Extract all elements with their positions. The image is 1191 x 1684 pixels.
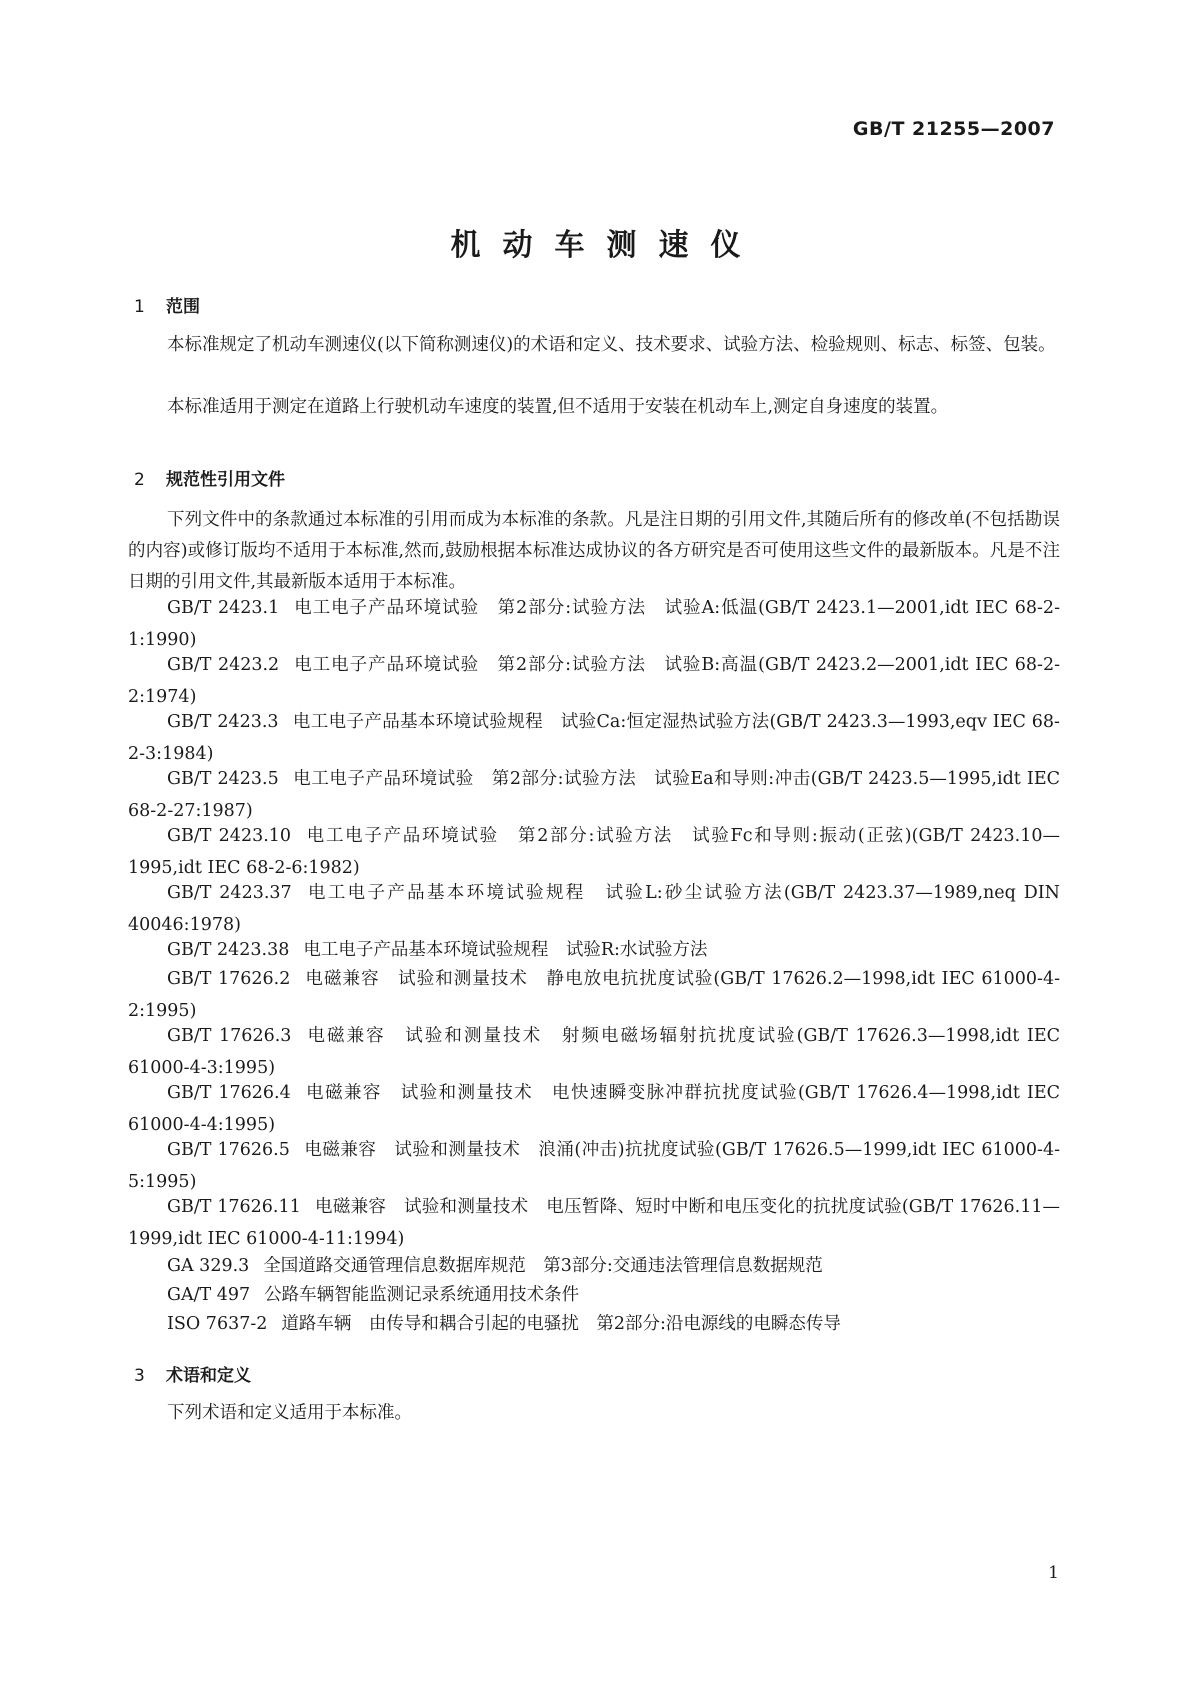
reference-entry bbox=[128, 1191, 1060, 1255]
reference-entry bbox=[128, 1250, 1060, 1282]
reference-code: GB/T 17626.4 bbox=[167, 1083, 291, 1103]
reference-code: GB/T 17626.3 bbox=[167, 1026, 292, 1046]
reference-code: GB/T 2423.37 bbox=[167, 883, 292, 903]
reference-entry bbox=[128, 820, 1060, 884]
reference-entry bbox=[128, 649, 1060, 713]
reference-text: 电磁兼容 试验和测量技术 射频电磁场辐射抗扰度试验(GB/T 17626.3—1998,idt IEC 61000-4-3:1995) bbox=[128, 1026, 1060, 1078]
reference-code: GB/T 17626.5 bbox=[167, 1140, 290, 1160]
reference-text: 电工电子产品基本环境试验规程 试验Ca:恒定湿热试验方法(GB/T 2423.3—1993,eqv IEC 68-2-3:1984) bbox=[128, 712, 1060, 764]
section-number: 2 bbox=[134, 470, 145, 490]
reference-text: 电磁兼容 试验和测量技术 浪涌(冲击)抗扰度试验(GB/T 17626.5—1999,idt IEC 61000-4-5:1995) bbox=[128, 1140, 1060, 1192]
reference-entry bbox=[128, 1308, 1060, 1340]
reference-text: 电工电子产品基本环境试验规程 试验R:水试验方法 bbox=[303, 940, 708, 960]
reference-text: 公路车辆智能监测记录系统通用技术条件 bbox=[264, 1285, 580, 1305]
reference-entry bbox=[128, 934, 1060, 966]
reference-text: 电工电子产品环境试验 第2部分:试验方法 试验Ea和导则:冲击(GB/T 2423.5—1995,idt IEC 68-2-27:1987) bbox=[128, 769, 1060, 821]
reference-text: 电磁兼容 试验和测量技术 静电放电抗扰度试验(GB/T 17626.2—1998,idt IEC 61000-4-2:1995) bbox=[128, 969, 1060, 1021]
page-number: 1 bbox=[1048, 1563, 1059, 1583]
reference-entry bbox=[128, 1020, 1060, 1084]
reference-code: GB/T 2423.2 bbox=[167, 655, 280, 675]
reference-code: GA/T 497 bbox=[167, 1285, 251, 1305]
reference-text: 电磁兼容 试验和测量技术 电压暂降、短时中断和电压变化的抗扰度试验(GB/T 17626.11—1999,idt IEC 61000-4-11:1994) bbox=[128, 1197, 1060, 1249]
reference-entry bbox=[128, 592, 1060, 656]
section-3-heading bbox=[134, 1361, 251, 1386]
reference-code: GB/T 2423.10 bbox=[167, 826, 292, 846]
section-3-intro: 下列术语和定义适用于本标准。 bbox=[167, 1403, 412, 1423]
section-number: 1 bbox=[134, 297, 145, 317]
section-title: 规范性引用文件 bbox=[166, 470, 285, 490]
section-title: 范围 bbox=[166, 297, 200, 317]
reference-entry bbox=[128, 963, 1060, 1027]
reference-entry bbox=[128, 1279, 1060, 1311]
reference-code: GB/T 2423.38 bbox=[167, 940, 290, 960]
reference-text: 电磁兼容 试验和测量技术 电快速瞬变脉冲群抗扰度试验(GB/T 17626.4—1998,idt IEC 61000-4-4:1995) bbox=[128, 1083, 1061, 1135]
reference-entry bbox=[128, 763, 1060, 827]
reference-code: GB/T 17626.11 bbox=[167, 1197, 301, 1217]
reference-text: 电工电子产品环境试验 第2部分:试验方法 试验Fc和导则:振动(正弦)(GB/T 2423.10—1995,idt IEC 68-2-6:1982) bbox=[128, 826, 1060, 878]
section-2-intro: 下列文件中的条款通过本标准的引用而成为本标准的条款。凡是注日期的引用文件,其随后所有的修改单(不包括勘误的内容)或修订版均不适用于本标准,然而,鼓励根据本标准达成协议的各方研究是否可使用这些文件的最新版本。凡是不注日期的引用文件,其最新版本适用于本标准。 bbox=[128, 510, 1060, 592]
reference-code: GA 329.3 bbox=[167, 1256, 250, 1276]
reference-text: 电工电子产品基本环境试验规程 试验L:砂尘试验方法(GB/T 2423.37—1989,neq DIN 40046:1978) bbox=[128, 883, 1060, 935]
reference-text: 电工电子产品环境试验 第2部分:试验方法 试验B:高温(GB/T 2423.2—2001,idt IEC 68-2-2:1974) bbox=[128, 655, 1060, 707]
reference-code: GB/T 17626.2 bbox=[167, 969, 291, 989]
section-2-heading bbox=[134, 465, 285, 490]
reference-code: GB/T 2423.1 bbox=[167, 598, 280, 618]
section-1-paragraph: 本标准适用于测定在道路上行驶机动车速度的装置,但不适用于安装在机动车上,测定自身速度的装置。 bbox=[167, 397, 949, 417]
reference-entry bbox=[128, 877, 1060, 941]
section-1-paragraph: 本标准规定了机动车测速仪(以下简称测速仪)的术语和定义、技术要求、试验方法、检验规则、标志、标签、包装。 bbox=[167, 335, 1056, 355]
reference-code: GB/T 2423.3 bbox=[167, 712, 279, 732]
reference-text: 道路车辆 由传导和耦合引起的电骚扰 第2部分:沿电源线的电瞬态传导 bbox=[281, 1314, 841, 1334]
reference-text: 电工电子产品环境试验 第2部分:试验方法 试验A:低温(GB/T 2423.1—2001,idt IEC 68-2-1:1990) bbox=[128, 598, 1060, 650]
section-title: 术语和定义 bbox=[166, 1366, 251, 1386]
reference-entry bbox=[128, 1134, 1060, 1198]
standard-number: GB/T 21255—2007 bbox=[852, 118, 1055, 140]
reference-entry bbox=[128, 706, 1060, 770]
section-number: 3 bbox=[134, 1366, 145, 1386]
reference-code: ISO 7637-2 bbox=[167, 1314, 268, 1334]
reference-code: GB/T 2423.5 bbox=[167, 769, 279, 789]
reference-text: 全国道路交通管理信息数据库规范 第3部分:交通违法管理信息数据规范 bbox=[263, 1256, 823, 1276]
section-1-heading bbox=[134, 292, 200, 317]
reference-entry bbox=[128, 1077, 1060, 1141]
document-title: 机动车测速仪 bbox=[450, 228, 763, 263]
